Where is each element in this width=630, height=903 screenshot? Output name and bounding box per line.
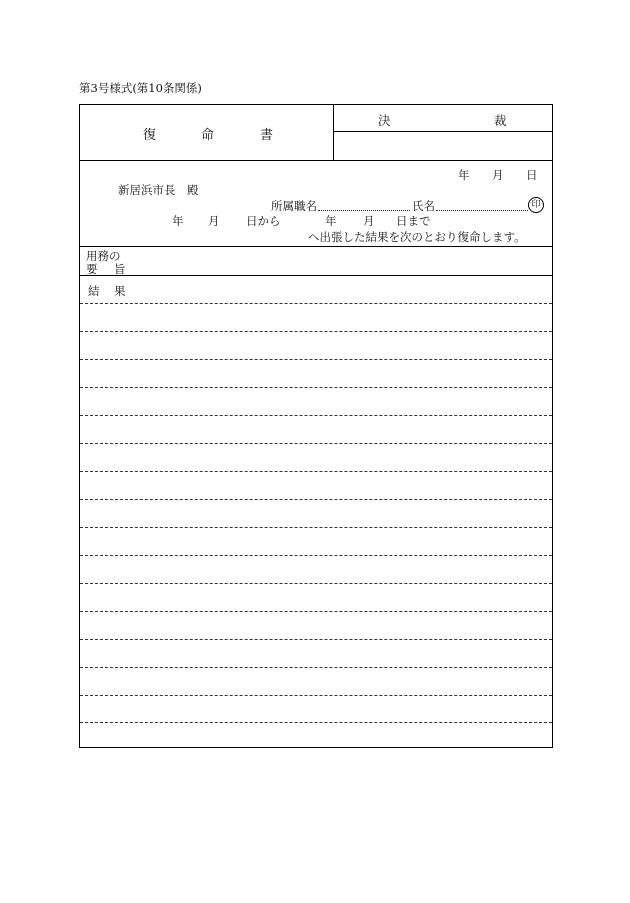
report-divider — [80, 246, 552, 247]
approval-char-1: 決 — [378, 113, 391, 128]
results-line — [80, 471, 552, 472]
header-divider — [80, 160, 552, 161]
results-line — [80, 303, 552, 304]
affiliation-field[interactable] — [318, 210, 410, 211]
results-line — [80, 499, 552, 500]
date-day: 日 — [526, 168, 538, 182]
results-line — [80, 722, 552, 723]
approval-header — [334, 105, 552, 132]
results-line — [80, 331, 552, 332]
results-label-char-2: 果 — [114, 284, 126, 298]
to-day-suffix: 日まで — [396, 214, 431, 228]
to-year: 年 — [325, 214, 337, 228]
addressee: 新居浜市長 殿 — [118, 183, 199, 197]
purpose-label-char-2: 旨 — [114, 262, 126, 276]
results-line — [80, 667, 552, 668]
title-cell — [80, 105, 334, 160]
date-year: 年 — [458, 168, 470, 182]
statement: へ出張した結果を次のとおり復命します。 — [308, 230, 526, 244]
approval-char-2: 裁 — [494, 113, 507, 128]
form-caption: 第3号様式(第10条関係) — [79, 81, 202, 95]
name-label: 氏名 — [412, 199, 435, 213]
results-line — [80, 415, 552, 416]
results-line — [80, 443, 552, 444]
date-month: 月 — [492, 168, 504, 182]
purpose-divider — [80, 275, 552, 276]
approval-seal-area — [334, 132, 552, 160]
results-label-char-1: 結 — [88, 284, 100, 298]
purpose-label-line1: 用務の — [86, 249, 121, 263]
from-month: 月 — [208, 214, 220, 228]
title-char-2: 命 — [201, 128, 215, 143]
results-line — [80, 583, 552, 584]
affiliation-label: 所属職名 — [271, 199, 317, 213]
title-char-1: 復 — [143, 128, 157, 143]
results-line — [80, 639, 552, 640]
to-month: 月 — [363, 214, 375, 228]
results-line — [80, 359, 552, 360]
results-line — [80, 527, 552, 528]
results-line — [80, 555, 552, 556]
report-form — [79, 104, 553, 748]
purpose-label-char-1: 要 — [86, 262, 98, 276]
name-field[interactable] — [436, 210, 528, 211]
results-line — [80, 695, 552, 696]
title-char-3: 書 — [260, 128, 274, 143]
results-line — [80, 611, 552, 612]
results-line — [80, 387, 552, 388]
from-year: 年 — [172, 214, 184, 228]
seal-mark: 印 — [528, 197, 544, 213]
from-day-suffix: 日から — [246, 214, 281, 228]
